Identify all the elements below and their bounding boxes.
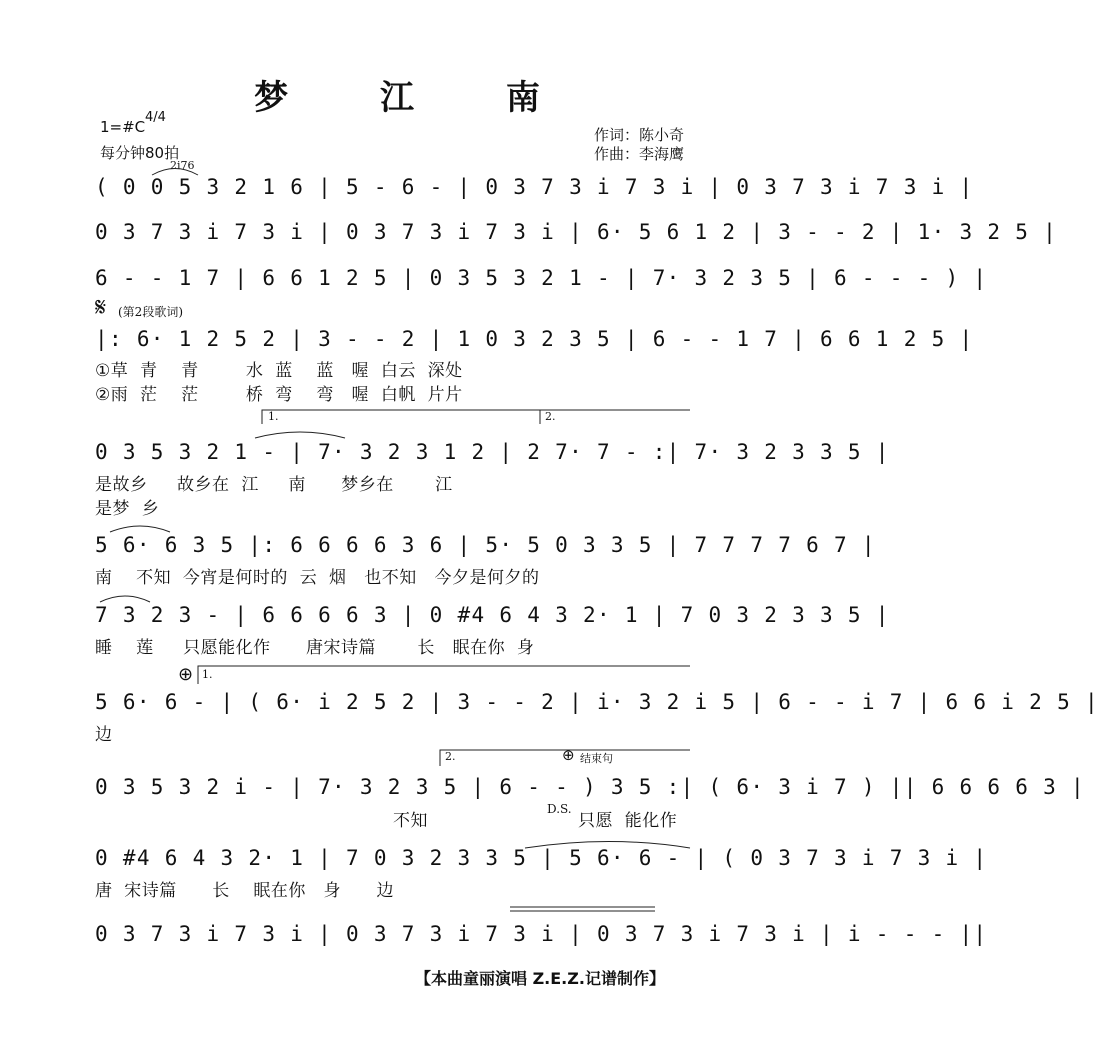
lyrics-line4: 睡 莲 只愿能化作 唐宋诗篇 长 眠在你 身 bbox=[95, 638, 535, 658]
volta-1-bracket bbox=[262, 410, 540, 424]
notation-row-7: 7 3 2 3 - | 6 6 6 6 3 | 0 #4 6 4 3 2· 1 | 7 0 3 2 3 3 5 | bbox=[95, 603, 890, 627]
lyrics-line5: 边 bbox=[95, 725, 113, 745]
notation-row-8: 5 6· 6 - | ( 6· i 2 5 2 | 3 - - 2 | i· 3 2 i 5 | 6 - - i 7 | 6 6 i 2 5 | bbox=[95, 690, 1099, 714]
volta-2-label: 2. bbox=[545, 410, 556, 423]
slur bbox=[110, 526, 170, 532]
lyrics-verse2-line2: 是梦 乡 bbox=[95, 499, 160, 519]
notation-row-11: 0 3 7 3 i 7 3 i | 0 3 7 3 i 7 3 i | 0 3 7 3 i 7 3 i | i - - - || bbox=[95, 922, 988, 946]
grace-notes: 2i76 bbox=[170, 159, 195, 172]
footer-credit: 【本曲童丽演唱 Z.E.Z.记谱制作】 bbox=[415, 969, 665, 988]
ending-phrase-label: 结束句 bbox=[580, 752, 613, 765]
lyrics-line3: 南 不知 今宵是何时的 云 烟 也不知 今夕是何夕的 bbox=[95, 568, 540, 588]
segno-sign: 𝄋 bbox=[95, 293, 107, 323]
coda-volta-2-label: 2. bbox=[445, 750, 456, 763]
slur bbox=[525, 842, 690, 849]
song-title: 梦 江 南 bbox=[254, 78, 580, 118]
lyrics-line6-left: 不知 bbox=[393, 811, 428, 831]
dal-segno-mark: D.S. bbox=[547, 802, 572, 816]
tempo-marking: 每分钟80拍 bbox=[100, 144, 180, 162]
lyrics-line6-right: 只愿 能化作 bbox=[578, 811, 678, 831]
composer-credit: 作曲：李海鹰 bbox=[594, 145, 685, 163]
slur bbox=[100, 596, 150, 602]
lyrics-line7: 唐 宋诗篇 长 眠在你 身 边 bbox=[95, 881, 394, 901]
segno-annotation: (第2段歌词) bbox=[118, 305, 183, 319]
lyrics-verse1-line2: 是故乡 故乡在 江 南 梦乡在 江 bbox=[95, 475, 453, 495]
slur bbox=[152, 169, 198, 176]
coda-sign: ⊕ bbox=[178, 664, 194, 685]
lyrics-verse1-line1: ①草 青 青 水 蓝 蓝 喔 白云 深处 bbox=[95, 361, 463, 381]
notation-row-2: 0 3 7 3 i 7 3 i | 0 3 7 3 i 7 3 i | 6· 5 6 1 2 | 3 - - 2 | 1· 3 2 5 | bbox=[95, 220, 1058, 244]
notation-row-6: 5 6· 6 3 5 |: 6 6 6 6 3 6 | 5· 5 0 3 3 5 | 7 7 7 7 6 7 | bbox=[95, 533, 876, 557]
notation-row-10: 0 #4 6 4 3 2· 1 | 7 0 3 2 3 3 5 | 5 6· 6 - | ( 0 3 7 3 i 7 3 i | bbox=[95, 846, 988, 870]
coda-volta-2-bracket bbox=[440, 750, 690, 766]
slur bbox=[255, 432, 345, 438]
volta-1-label: 1. bbox=[268, 410, 279, 423]
lyrics-verse2-line1: ②雨 茫 茫 桥 弯 弯 喔 白帆 片片 bbox=[95, 385, 463, 405]
notation-row-5: 0 3 5 3 2 1 - | 7· 3 2 3 1 2 | 2 7· 7 - :| 7· 3 2 3 3 5 | bbox=[95, 440, 890, 464]
coda-volta-1-label: 1. bbox=[202, 668, 213, 681]
notation-row-9: 0 3 5 3 2 i - | 7· 3 2 3 5 | 6 - - ) 3 5 :| ( 6· 3 i 7 ) || 6 6 6 6 3 | bbox=[95, 775, 1085, 799]
volta-2-bracket bbox=[540, 410, 690, 424]
coda-volta-1-bracket bbox=[198, 666, 690, 684]
lyricist-credit: 作词：陈小奇 bbox=[594, 126, 685, 144]
time-signature: 4/4 bbox=[145, 110, 166, 125]
notation-row-3: 6 - - 1 7 | 6 6 1 2 5 | 0 3 5 3 2 1 - | 7· 3 2 3 5 | 6 - - - ) | bbox=[95, 266, 988, 290]
coda-sign-2: ⊕ bbox=[562, 746, 575, 764]
key-signature: 1=#C bbox=[100, 118, 146, 136]
notation-row-1: ( 0 0 5 3 2 1 6 | 5 - 6 - | 0 3 7 3 i 7 3 i | 0 3 7 3 i 7 3 i | bbox=[95, 175, 974, 199]
notation-row-4: |: 6· 1 2 5 2 | 3 - - 2 | 1 0 3 2 3 5 | 6 - - 1 7 | 6 6 1 2 5 | bbox=[95, 327, 974, 351]
